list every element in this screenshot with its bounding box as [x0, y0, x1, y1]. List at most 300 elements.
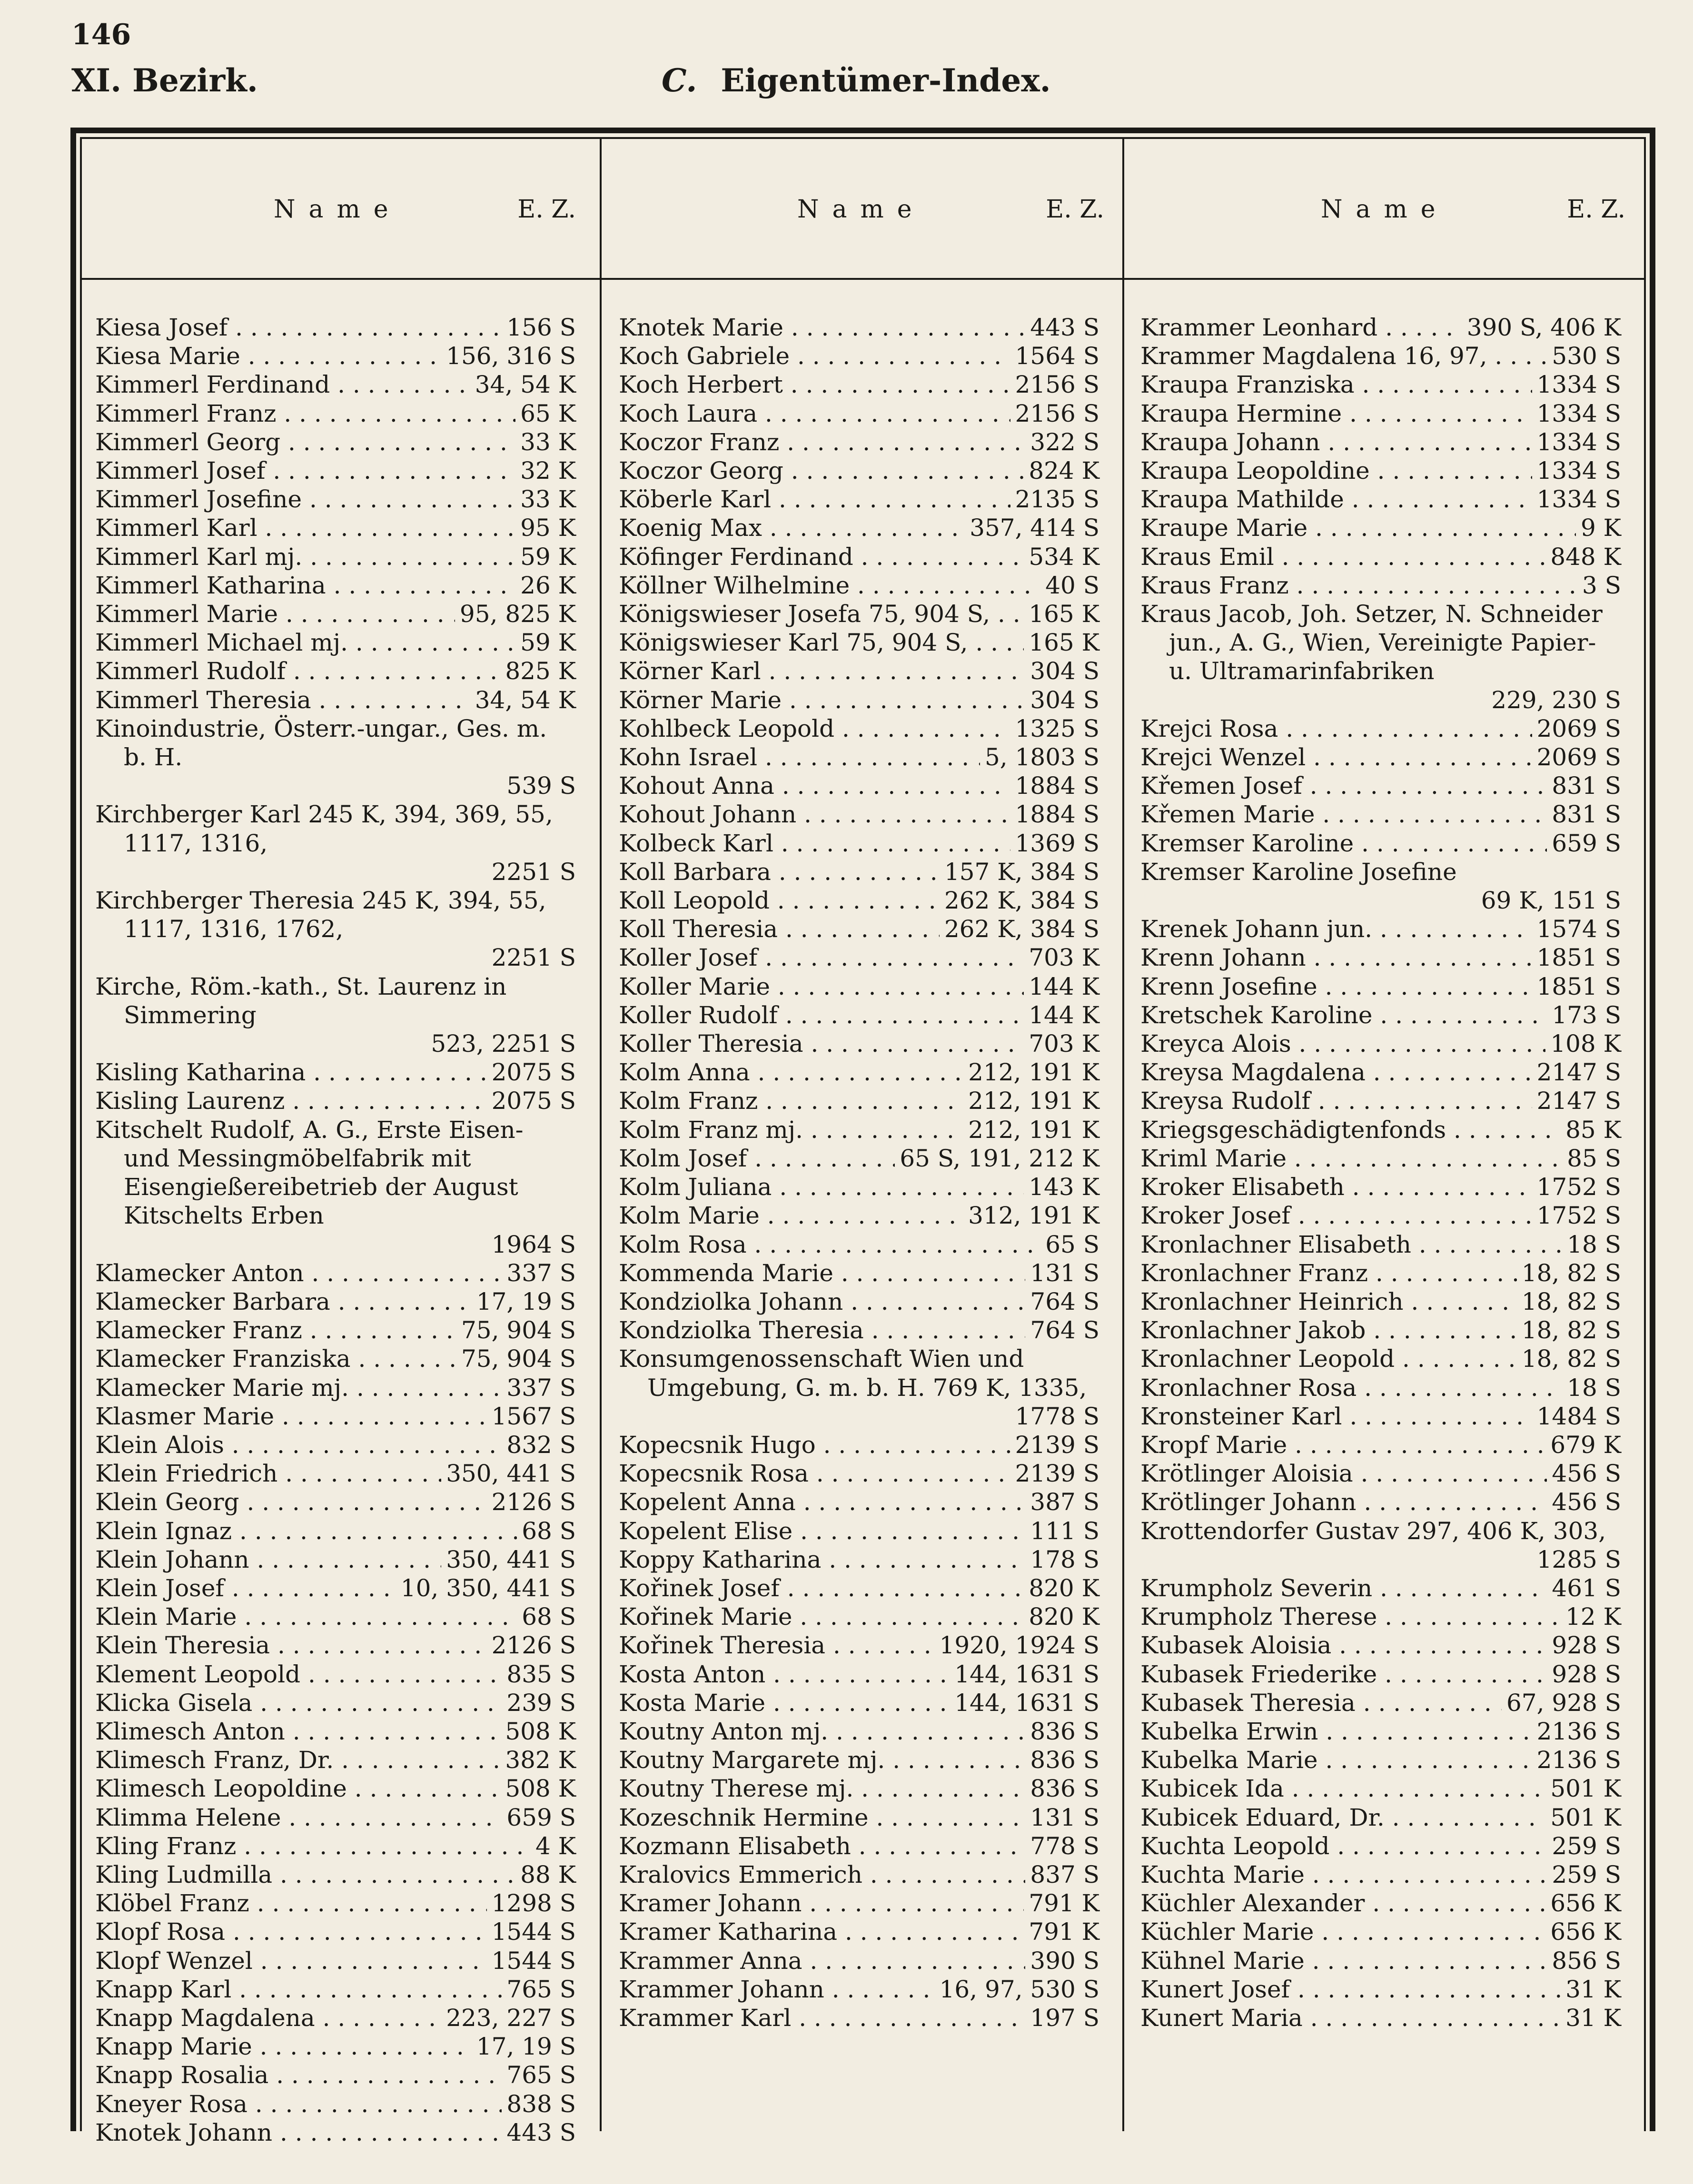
ez-reference: 67, 928 S: [1506, 1689, 1621, 1717]
ez-reference: 75, 904 S: [461, 1345, 576, 1373]
owner-name: Kořinek Marie . . .: [619, 1602, 1024, 1631]
owner-name: Kimmerl Theresia . . .: [95, 686, 470, 714]
ez-reference: 212, 191 K: [968, 1058, 1099, 1087]
owner-name: Kramer Johann . . .: [619, 1889, 1024, 1917]
ez-reference: 178 S: [1030, 1545, 1099, 1573]
ez-reference: 2136 S: [1536, 1717, 1621, 1745]
index-entry: [1140, 342, 1621, 370]
ez-reference: 836 S: [1030, 1746, 1099, 1774]
owner-name: Koll Barbara . . .: [619, 858, 940, 886]
owner-name: Kronlachner Franz . . .: [1140, 1259, 1517, 1287]
owner-name: Kreyca Alois . . .: [1140, 1029, 1545, 1058]
index-entry: [1140, 943, 1621, 972]
owner-name: Klamecker Franz . . .: [95, 1316, 456, 1344]
owner-name: Königswieser Karl 75, 904 S, . . .: [619, 628, 1024, 657]
ez-reference: 75, 904 S: [461, 1316, 576, 1344]
header-ez-label: E. Z.: [1046, 195, 1104, 224]
index-entry: [95, 1574, 576, 1602]
ez-reference: 16, 97, 530 S: [939, 1975, 1099, 2003]
index-entry: [619, 1832, 1099, 1860]
ez-reference: 212, 191 K: [968, 1087, 1099, 1115]
ez-reference: 1484 S: [1536, 1402, 1621, 1430]
index-entry: [619, 1975, 1099, 2004]
owner-name: Kinoindustrie, Österr.-ungar., Ges. m. b. H.: [95, 714, 547, 771]
ez-reference: 69 K, 151 S: [1481, 887, 1621, 915]
ez-reference: 31 K: [1565, 2004, 1621, 2032]
ez-reference: 9 K: [1580, 514, 1621, 542]
ez-reference: 1752 S: [1536, 1202, 1621, 1230]
owner-name: Kronlachner Leopold . . .: [1140, 1344, 1517, 1373]
owner-name: Kraus Franz . . .: [1140, 571, 1577, 600]
owner-name: Knapp Rosalia . . .: [95, 2061, 502, 2089]
ez-reference: 1544 S: [491, 1947, 576, 1975]
index-entry: [619, 1116, 1099, 1144]
ez-reference: 1920, 1924 S: [939, 1631, 1099, 1660]
ez-reference: 382 K: [505, 1746, 576, 1774]
ez-reference: 534 K: [1029, 543, 1099, 571]
owner-name: Koch Laura . . .: [619, 399, 1010, 428]
owner-name: Köfinger Ferdinand . . .: [619, 543, 1024, 571]
owner-name: Kisling Laurenz . . .: [95, 1087, 487, 1115]
index-entry: [95, 1947, 576, 1975]
index-entry: [1140, 1517, 1621, 1574]
ez-reference: 108 K: [1550, 1030, 1621, 1058]
owner-name: Kirchberger Theresia 245 K, 394, 55, 1117, 1316, 1762,: [95, 887, 546, 943]
owner-name: Konsumgenossenschaft Wien und Umgebung, G. m. b. H. 769 K, 1335,: [619, 1345, 1087, 1402]
header-ez-label: E. Z.: [1567, 195, 1625, 224]
index-entry: [95, 1917, 576, 1946]
index-entry: [619, 771, 1099, 800]
owner-name: Koutny Margarete mj. . . .: [619, 1746, 1025, 1774]
index-entry: [1140, 1001, 1621, 1029]
ez-reference: 1334 S: [1536, 428, 1621, 456]
owner-name: Klein Marie . . .: [95, 1602, 517, 1631]
owner-name: Kraupa Leopoldine . . .: [1140, 456, 1532, 485]
owner-name: Kolm Franz . . .: [619, 1087, 963, 1115]
owner-name: Kisling Katharina . . .: [95, 1058, 487, 1087]
owner-name: Kořinek Josef . . .: [619, 1574, 1024, 1602]
index-entry: [95, 1689, 576, 1717]
ez-reference: 1964 S: [491, 1230, 576, 1258]
owner-name: Koller Theresia . . .: [619, 1029, 1024, 1058]
owner-name: Kolm Marie . . .: [619, 1201, 963, 1230]
ez-reference: 65 K: [520, 399, 576, 427]
index-entry: [1140, 1889, 1621, 1917]
index-entry: [619, 1574, 1099, 1602]
owner-name: Kreysa Magdalena . . .: [1140, 1058, 1532, 1087]
index-entry: [95, 1746, 576, 1774]
index-entry: [1140, 1402, 1621, 1431]
ez-reference: 1544 S: [491, 1918, 576, 1946]
ez-reference: 3 S: [1582, 571, 1621, 599]
ez-reference: 68 S: [522, 1603, 576, 1631]
owner-name: Klein Ignaz . . .: [95, 1517, 517, 1545]
ez-reference: 143 K: [1029, 1173, 1099, 1201]
ez-reference: 656 K: [1550, 1889, 1621, 1917]
index-entry: [619, 1803, 1099, 1832]
ez-reference: 4 K: [535, 1832, 576, 1860]
index-entry: [619, 1774, 1099, 1803]
index-entry: [1140, 428, 1621, 456]
ez-reference: 65 S, 191, 212 K: [900, 1144, 1099, 1172]
index-entry: [1140, 858, 1621, 915]
index-entry: [619, 1517, 1099, 1545]
index-entry: [619, 1631, 1099, 1660]
ez-reference: 1574 S: [1536, 915, 1621, 943]
owner-name: Koczor Georg . . .: [619, 456, 1024, 485]
ez-reference: 337 S: [506, 1259, 576, 1287]
ez-reference: 17, 19 S: [476, 1287, 576, 1315]
ez-reference: 1851 S: [1536, 944, 1621, 972]
ez-reference: 791 K: [1029, 1918, 1099, 1946]
index-entry: [1140, 1917, 1621, 1946]
ez-reference: 825 K: [505, 657, 576, 685]
ez-reference: 443 S: [506, 2118, 576, 2146]
ez-reference: 229, 230 S: [1491, 686, 1621, 714]
index-entry: [619, 1431, 1099, 1459]
ez-reference: 173 S: [1552, 1001, 1621, 1029]
index-entry: [95, 485, 576, 514]
header-name-label: Name: [797, 195, 925, 224]
owner-name: Krejci Rosa . . .: [1140, 714, 1532, 743]
owner-name: Křemen Marie . . .: [1140, 800, 1547, 829]
owner-name: Küchler Alexander . . .: [1140, 1889, 1545, 1917]
ez-reference: 85 K: [1565, 1116, 1621, 1144]
owner-name: Kubicek Ida . . .: [1140, 1774, 1545, 1803]
owner-name: Kühnel Marie . . .: [1140, 1947, 1547, 1975]
ez-reference: 18, 82 S: [1521, 1287, 1621, 1315]
owner-name: Knapp Karl . . .: [95, 1975, 502, 2004]
index-entry: [619, 1316, 1099, 1344]
header-separator: [80, 278, 1646, 280]
ez-reference: 357, 414 S: [970, 514, 1099, 542]
header-ez-label: E. Z.: [517, 195, 576, 224]
index-entry: [619, 686, 1099, 714]
ez-reference: 764 S: [1030, 1287, 1099, 1315]
ez-reference: 2139 S: [1015, 1431, 1099, 1459]
owner-name: Kraupa Franziska . . .: [1140, 370, 1532, 399]
ez-reference: 837 S: [1030, 1860, 1099, 1888]
owner-name: Kopelent Elise . . .: [619, 1517, 1025, 1545]
owner-name: Kolm Rosa . . .: [619, 1230, 1040, 1259]
ez-reference: 95, 825 K: [459, 600, 576, 628]
owner-name: Kneyer Rosa . . .: [95, 2090, 502, 2118]
ez-reference: 68 S: [522, 1517, 576, 1545]
index-entry: [619, 1173, 1099, 1201]
index-entry: [1140, 1316, 1621, 1344]
ez-reference: 165 K: [1029, 629, 1099, 657]
index-entry: [95, 800, 576, 886]
owner-name: Körner Karl . . .: [619, 657, 1025, 685]
ez-reference: 824 K: [1029, 457, 1099, 485]
owner-name: Klamecker Barbara . . .: [95, 1287, 472, 1316]
owner-name: Kiesa Josef . . .: [95, 313, 502, 342]
index-entry: [1140, 399, 1621, 428]
index-entry: [95, 628, 576, 657]
owner-name: Königswieser Josefa 75, 904 S, . . .: [619, 600, 1024, 628]
index-entry: [1140, 1058, 1621, 1087]
ez-reference: 1298 S: [491, 1889, 576, 1917]
ez-reference: 2156 S: [1015, 399, 1099, 427]
ez-reference: 838 S: [506, 2090, 576, 2118]
owner-name: Klamecker Franziska . . .: [95, 1344, 456, 1373]
column-divider-2: [1122, 137, 1124, 2131]
owner-name: Klasmer Marie . . .: [95, 1402, 487, 1431]
ez-reference: 131 S: [1030, 1803, 1099, 1831]
owner-name: Krejci Wenzel . . .: [1140, 743, 1532, 771]
owner-name: Kohn Israel . . .: [619, 743, 980, 771]
ez-reference: 856 S: [1552, 1947, 1621, 1975]
index-entry: [619, 1144, 1099, 1173]
index-entry: [1140, 571, 1621, 600]
ez-reference: 390 S: [1030, 1947, 1099, 1975]
section-letter: C.: [662, 62, 697, 99]
index-entry: [95, 2090, 576, 2118]
ez-reference: 40 S: [1045, 571, 1099, 599]
ez-reference: 262 K, 384 S: [944, 915, 1099, 943]
index-entry: [619, 428, 1099, 456]
ez-reference: 656 K: [1550, 1918, 1621, 1946]
index-entry: [95, 1889, 576, 1917]
index-entry: [619, 571, 1099, 600]
ez-reference: 304 S: [1030, 686, 1099, 714]
index-entry: [95, 600, 576, 628]
ez-reference: 131 S: [1030, 1259, 1099, 1287]
index-entry: [1140, 1116, 1621, 1144]
ez-reference: 508 K: [505, 1775, 576, 1803]
index-entry: [95, 2004, 576, 2032]
index-entry: [619, 1459, 1099, 1488]
owner-name: Klopf Rosa . . .: [95, 1917, 487, 1946]
ez-reference: 390 S, 406 K: [1466, 314, 1621, 341]
index-entry: [1140, 1832, 1621, 1860]
index-entry: [95, 1459, 576, 1488]
index-entry: [619, 1602, 1099, 1631]
ez-reference: 259 S: [1552, 1860, 1621, 1888]
index-entry: [619, 1287, 1099, 1316]
ez-reference: 2147 S: [1536, 1058, 1621, 1087]
ez-reference: 848 K: [1550, 543, 1621, 571]
index-entry: [95, 1803, 576, 1832]
index-entry: [95, 571, 576, 600]
owner-name: Kimmerl Karl mj. . . .: [95, 543, 515, 571]
ez-reference: 350, 441 S: [446, 1545, 576, 1573]
owner-name: Kimmerl Marie . . .: [95, 600, 455, 628]
ez-reference: 157 K, 384 S: [944, 858, 1099, 886]
index-entry: [1140, 1631, 1621, 1660]
ez-reference: 144, 1631 S: [954, 1660, 1099, 1688]
ez-reference: 820 K: [1029, 1603, 1099, 1631]
index-entry: [95, 1774, 576, 1803]
owner-name: Klein Friedrich . . .: [95, 1459, 441, 1488]
owner-name: Krötlinger Aloisia . . .: [1140, 1459, 1547, 1488]
ez-reference: 1778 S: [1015, 1402, 1099, 1430]
index-entry: [619, 1717, 1099, 1746]
owner-name: Krumpholz Severin . . .: [1140, 1574, 1547, 1602]
owner-name: Knapp Marie . . .: [95, 2032, 472, 2061]
ez-reference: 223, 227 S: [446, 2004, 576, 2032]
owner-name: Kondziolka Theresia . . .: [619, 1316, 1025, 1344]
index-entry: [1140, 1774, 1621, 1803]
index-entry: [619, 1860, 1099, 1889]
ez-reference: 1752 S: [1536, 1173, 1621, 1201]
owner-name: Kraupe Marie . . .: [1140, 514, 1576, 542]
index-entry: [95, 1488, 576, 1516]
owner-name: Kropf Marie . . .: [1140, 1431, 1545, 1459]
owner-name: Kroker Josef . . .: [1140, 1201, 1532, 1230]
owner-name: Klöbel Franz . . .: [95, 1889, 487, 1917]
owner-name: Kremser Karoline Josefine: [1140, 858, 1457, 886]
index-entry: [619, 456, 1099, 485]
owner-name: Krammer Karl . . .: [619, 2004, 1025, 2032]
owner-name: Köllner Wilhelmine . . .: [619, 571, 1040, 600]
index-entry: [95, 2061, 576, 2089]
owner-name: Kunert Josef . . .: [1140, 1975, 1561, 2004]
owner-name: Kronlachner Jakob . . .: [1140, 1316, 1517, 1344]
owner-name: Kimmerl Georg . . .: [95, 428, 515, 456]
owner-name: Kronlachner Rosa . . .: [1140, 1374, 1562, 1402]
ez-reference: 18 S: [1567, 1374, 1621, 1402]
owner-name: Kuchta Leopold . . .: [1140, 1832, 1547, 1860]
index-entry: [1140, 1660, 1621, 1689]
ez-reference: 820 K: [1029, 1574, 1099, 1602]
owner-name: Knotek Johann . . .: [95, 2118, 502, 2147]
ez-reference: 2251 S: [491, 944, 576, 972]
owner-name: Kirchberger Karl 245 K, 394, 369, 55, 1117, 1316,: [95, 800, 553, 857]
index-entry: [619, 858, 1099, 886]
ez-reference: 5, 1803 S: [985, 743, 1099, 771]
index-entry: [95, 1660, 576, 1689]
index-entry: [619, 485, 1099, 514]
owner-name: Kroker Elisabeth . . .: [1140, 1173, 1532, 1201]
owner-name: Klein Theresia . . .: [95, 1631, 487, 1660]
index-entry: [95, 1631, 576, 1660]
owner-name: Klopf Wenzel . . .: [95, 1947, 487, 1975]
owner-name: Koutny Anton mj. . . .: [619, 1717, 1025, 1746]
index-entry: [95, 1860, 576, 1889]
index-entry: [95, 657, 576, 685]
owner-name: Kohlbeck Leopold . . .: [619, 714, 1010, 743]
district-heading: XI. Bezirk.: [71, 62, 258, 99]
index-entry: [95, 1316, 576, 1344]
index-entry: [95, 514, 576, 542]
header-name-label: Name: [1321, 195, 1449, 224]
owner-name: Krenn Josefine . . .: [1140, 972, 1532, 1001]
owner-name: Krammer Leonhard . . .: [1140, 313, 1462, 342]
index-entry: [1140, 1746, 1621, 1774]
owner-name: Kronsteiner Karl . . .: [1140, 1402, 1532, 1431]
index-entry: [619, 342, 1099, 370]
owner-name: Kling Franz . . .: [95, 1832, 531, 1860]
owner-name: Kubasek Friederike . . .: [1140, 1660, 1547, 1689]
index-entry: [619, 2004, 1099, 2032]
ez-reference: 836 S: [1030, 1717, 1099, 1745]
section-title: Eigentümer-Index.: [721, 62, 1051, 99]
ez-reference: 501 K: [1550, 1803, 1621, 1831]
ez-reference: 523, 2251 S: [431, 1030, 576, 1058]
index-column-3: [1140, 313, 1621, 2032]
index-entry: [1140, 1230, 1621, 1259]
owner-name: Kozmann Elisabeth . . .: [619, 1832, 1025, 1860]
index-entry: [619, 657, 1099, 685]
ez-reference: 31 K: [1565, 1975, 1621, 2003]
ez-reference: 456 S: [1552, 1488, 1621, 1516]
index-entry: [1140, 743, 1621, 771]
owner-name: Kraupa Mathilde . . .: [1140, 485, 1532, 514]
owner-name: Kraupa Johann . . .: [1140, 428, 1532, 456]
index-entry: [619, 1001, 1099, 1029]
index-entry: [1140, 1689, 1621, 1717]
ez-reference: 18, 82 S: [1521, 1345, 1621, 1373]
owner-name: Krottendorfer Gustav 297, 406 K, 303,: [1140, 1517, 1606, 1545]
ez-reference: 59 K: [520, 629, 576, 657]
index-entry: [1140, 1344, 1621, 1373]
index-entry: [95, 1087, 576, 1115]
ez-reference: 165 K: [1029, 600, 1099, 628]
ez-reference: 2075 S: [491, 1058, 576, 1087]
owner-name: Kralovics Emmerich . . .: [619, 1860, 1025, 1889]
index-entry: [619, 600, 1099, 628]
index-entry: [95, 972, 576, 1058]
owner-name: Kohout Anna . . .: [619, 771, 1010, 800]
owner-name: Kondziolka Johann . . .: [619, 1287, 1025, 1316]
index-entry: [1140, 1431, 1621, 1459]
index-entry: [619, 399, 1099, 428]
ez-reference: 508 K: [505, 1717, 576, 1745]
owner-name: Küchler Marie . . .: [1140, 1917, 1545, 1946]
header-name-label: Name: [274, 195, 402, 224]
ez-reference: 1285 S: [1536, 1545, 1621, 1573]
ez-reference: 778 S: [1030, 1832, 1099, 1860]
ez-reference: 387 S: [1030, 1488, 1099, 1516]
ez-reference: 928 S: [1552, 1660, 1621, 1688]
ez-reference: 539 S: [506, 772, 576, 800]
owner-name: Klicka Gisela . . .: [95, 1689, 502, 1717]
ez-reference: 2139 S: [1015, 1460, 1099, 1488]
owner-name: Krammer Magdalena 16, 97, . . .: [1140, 342, 1547, 370]
ez-reference: 259 S: [1552, 1832, 1621, 1860]
ez-reference: 461 S: [1552, 1574, 1621, 1602]
index-entry: [619, 1201, 1099, 1230]
ez-reference: 95 K: [520, 514, 576, 542]
index-entry: [1140, 1947, 1621, 1975]
ez-reference: 1325 S: [1015, 714, 1099, 742]
owner-name: Kraus Emil . . .: [1140, 543, 1545, 571]
owner-name: Klimesch Leopoldine . . .: [95, 1774, 500, 1803]
owner-name: Klamecker Marie mj. . . .: [95, 1374, 502, 1402]
index-entry: [619, 1660, 1099, 1689]
owner-name: Knotek Marie . . .: [619, 313, 1025, 342]
owner-name: Kubicek Eduard, Dr. . . .: [1140, 1803, 1545, 1832]
index-entry: [95, 1374, 576, 1402]
owner-name: Klimesch Anton . . .: [95, 1717, 500, 1746]
index-entry: [95, 1287, 576, 1316]
index-entry: [1140, 800, 1621, 829]
index-entry: [619, 743, 1099, 771]
index-entry: [619, 714, 1099, 743]
owner-name: Koll Leopold . . .: [619, 886, 940, 915]
ez-reference: 350, 441 S: [446, 1460, 576, 1488]
owner-name: Kubasek Aloisia . . .: [1140, 1631, 1547, 1660]
owner-name: Koutny Therese mj. . . .: [619, 1774, 1025, 1803]
owner-name: Klimesch Franz, Dr. . . .: [95, 1746, 500, 1774]
index-entry: [95, 342, 576, 370]
owner-name: Kolm Juliana . . .: [619, 1173, 1024, 1201]
owner-name: Klein Georg . . .: [95, 1488, 487, 1516]
index-entry: [619, 915, 1099, 943]
ez-reference: 33 K: [520, 428, 576, 456]
ez-reference: 59 K: [520, 543, 576, 571]
